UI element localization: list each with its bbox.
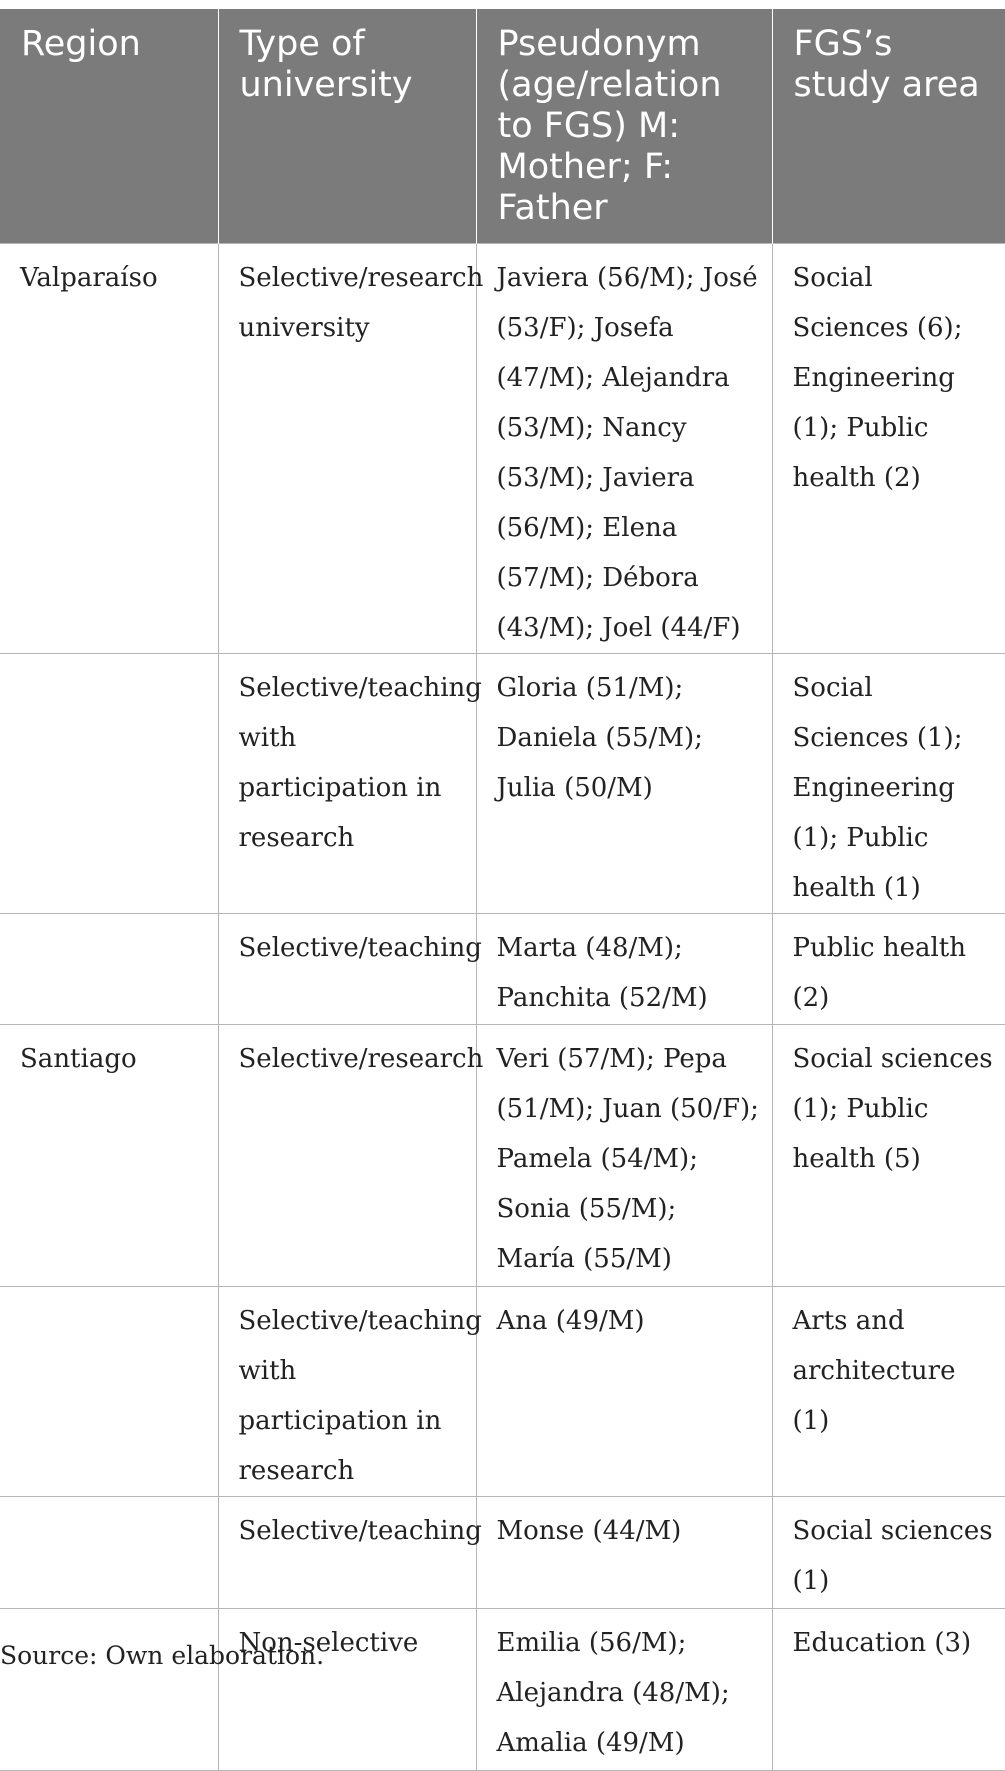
cell-pseudonyms: Veri (57/M); Pepa (51/M); Juan (50/F); Pamela (54/M); Sonia (55/M); María (55/M) (476, 1024, 772, 1286)
cell-type: Selective/research (218, 1024, 476, 1286)
cell-pseudonyms: Monse (44/M) (476, 1496, 772, 1608)
cell-region (0, 1286, 218, 1496)
column-header-region: Region (0, 9, 218, 243)
cell-study-area: Education (3) (772, 1608, 1005, 1770)
header-row (0, 9, 1005, 243)
cell-study-area: Social Sciences (6); Engineering (1); Public health (2) (772, 243, 1005, 653)
cell-study-area: Social sciences (1); Public health (5) (772, 1024, 1005, 1286)
cell-type: Non-selective (218, 1608, 476, 1770)
cell-type: Selective/teaching with participation in research (218, 653, 476, 913)
cell-type: Selective/teaching (218, 913, 476, 1024)
cell-type: Selective/teaching with participation in research (218, 1286, 476, 1496)
cell-study-area: Social Sciences (1); Engineering (1); Public health (1) (772, 653, 1005, 913)
cell-study-area: Social sciences (1) (772, 1496, 1005, 1608)
table-row (0, 243, 1005, 653)
table-row (0, 1608, 1005, 1770)
participants-table (0, 9, 1005, 1771)
column-header-study-area: FGS’s study area (772, 9, 1005, 243)
cell-type: Selective/teaching (218, 1496, 476, 1608)
cell-study-area: Arts and architecture (1) (772, 1286, 1005, 1496)
table-row (0, 1286, 1005, 1496)
cell-pseudonyms: Javiera (56/M); José (53/F); Josefa (47/M); Alejandra (53/M); Nancy (53/M); Javiera (56/M); Elena (57/M); Débora (43/M); Joel (44/F) (476, 243, 772, 653)
cell-region (0, 913, 218, 1024)
column-header-pseudonym: Pseudonym (age/relation to FGS) M: Mother; F: Father (476, 9, 772, 243)
cell-pseudonyms: Emilia (56/M); Alejandra (48/M); Amalia (49/M) (476, 1608, 772, 1770)
cell-region: Santiago (0, 1024, 218, 1286)
cell-region (0, 653, 218, 913)
table-row (0, 913, 1005, 1024)
cell-study-area: Public health (2) (772, 913, 1005, 1024)
cell-pseudonyms: Marta (48/M); Panchita (52/M) (476, 913, 772, 1024)
cell-type: Selective/research university (218, 243, 476, 653)
table-row (0, 1024, 1005, 1286)
table-row (0, 653, 1005, 913)
column-header-type-of-university: Type of university (218, 9, 476, 243)
table-row (0, 1496, 1005, 1608)
cell-region: Valparaíso (0, 243, 218, 653)
source-note: Source: Own elaboration. (0, 1641, 325, 1670)
cell-pseudonyms: Ana (49/M) (476, 1286, 772, 1496)
cell-region (0, 1496, 218, 1608)
cell-pseudonyms: Gloria (51/M); Daniela (55/M); Julia (50/M) (476, 653, 772, 913)
cell-region (0, 1608, 218, 1770)
